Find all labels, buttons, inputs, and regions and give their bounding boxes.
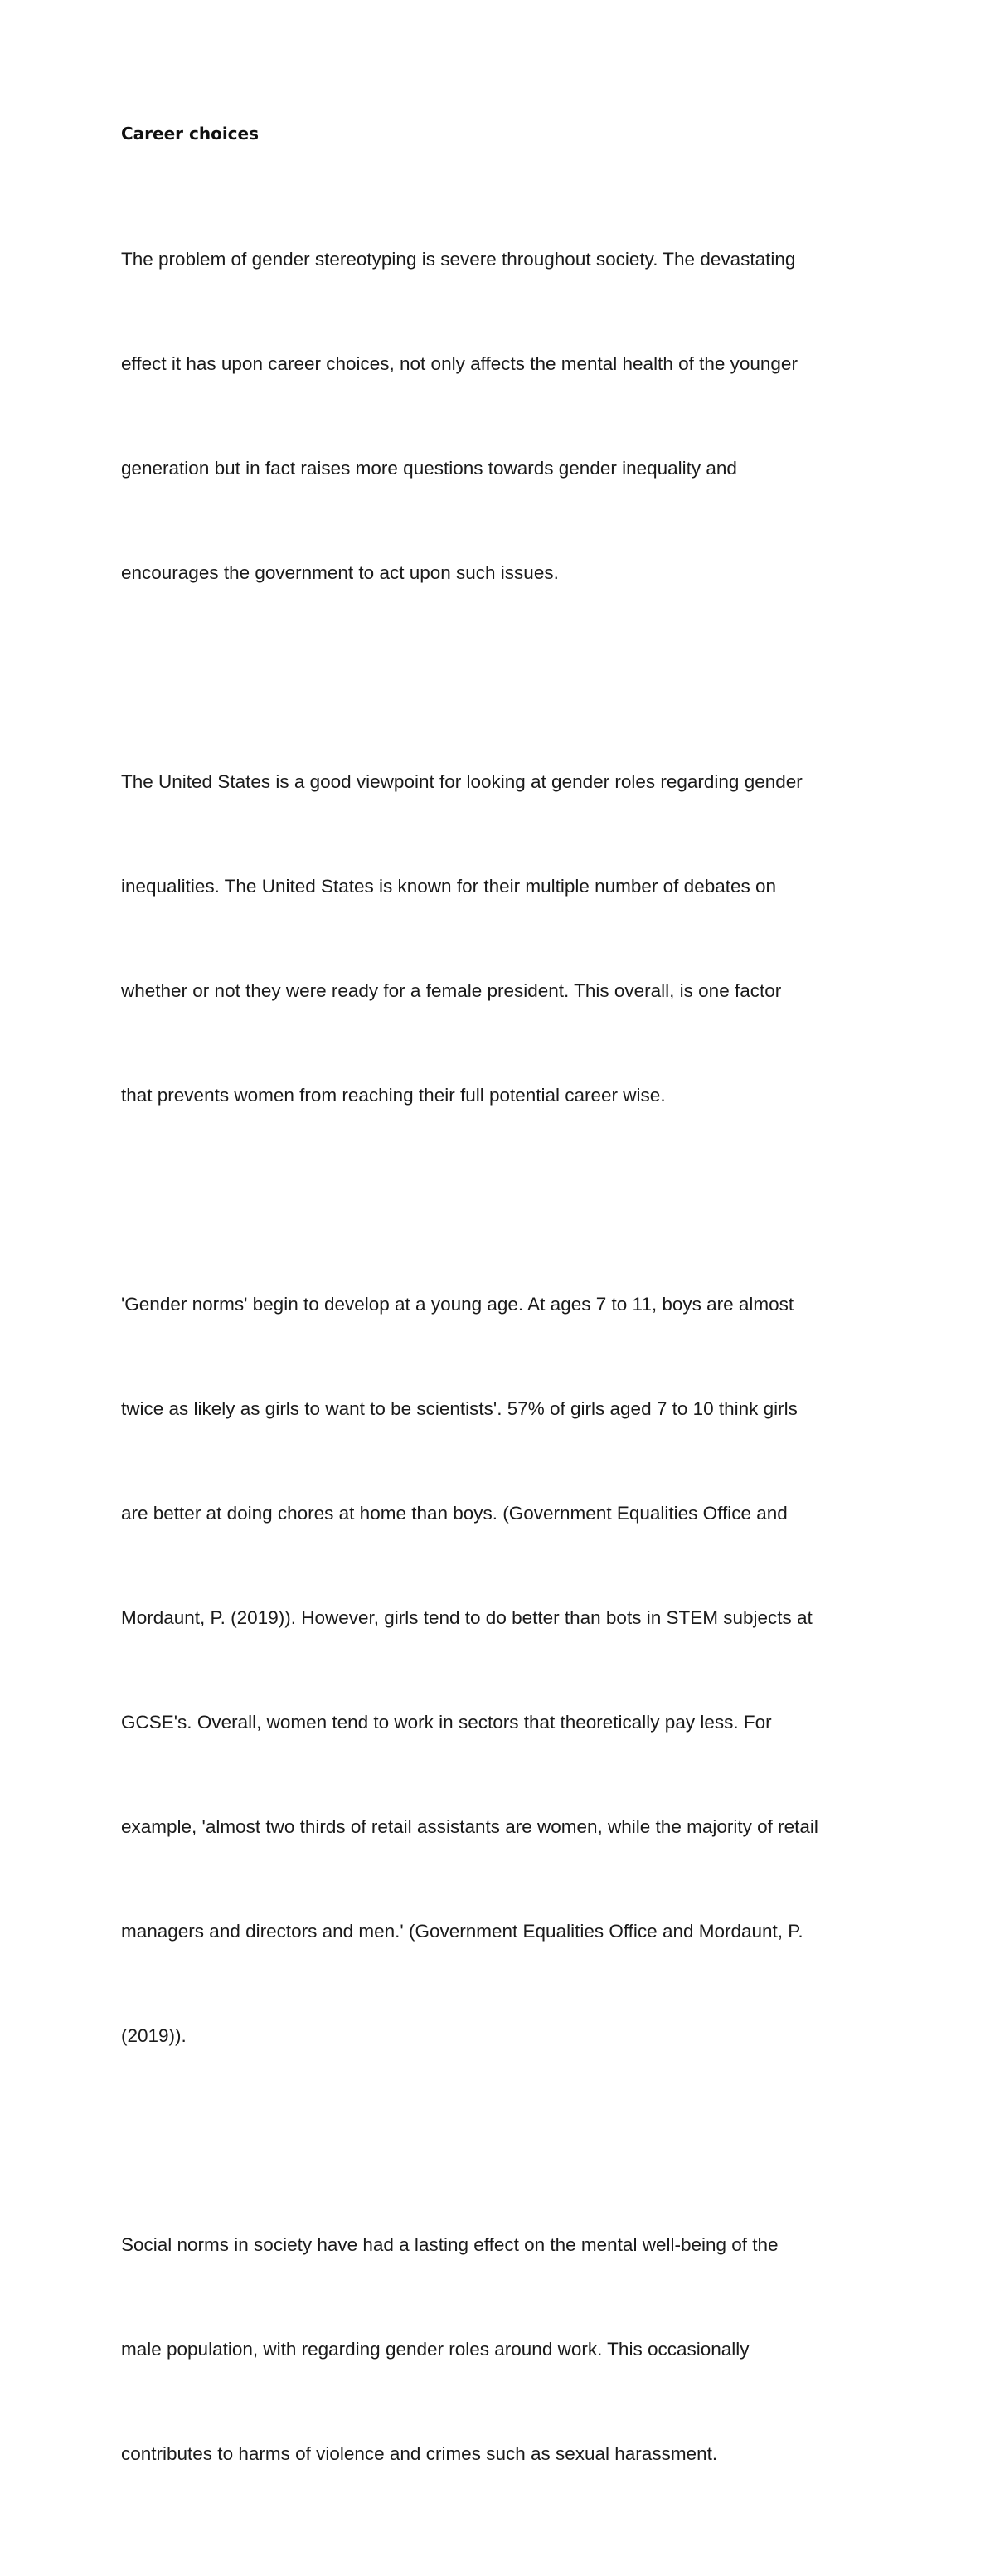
paragraph-2 — [121, 695, 892, 1183]
text-line: (2019)). — [121, 2025, 187, 2046]
text-line: Social norms in society have had a lasting effect on the mental well-being of the — [121, 2234, 779, 2255]
paragraph-3 — [121, 1218, 892, 2123]
text-line: contributes to harms of violence and crimes such as sexual harassment. — [121, 2443, 718, 2464]
text-line: twice as likely as girls to want to be scientists'. 57% of girls aged 7 to 10 think girls — [121, 1398, 798, 1419]
text-line: encourages the government to act upon such issues. — [121, 562, 559, 583]
paragraph-4 — [121, 2158, 892, 2541]
document-body — [121, 119, 892, 2576]
text-line: The United States is a good viewpoint for looking at gender roles regarding gender — [121, 771, 803, 792]
text-line: GCSE's. Overall, women tend to work in sectors that theoretically pay less. For — [121, 1712, 772, 1733]
text-line: are better at doing chores at home than boys. (Government Equalities Office and — [121, 1503, 788, 1524]
text-line: male population, with regarding gender roles around work. This occasionally — [121, 2339, 750, 2360]
text-line: The problem of gender stereotyping is severe throughout society. The devastating — [121, 249, 796, 270]
text-line: example, 'almost two thirds of retail assistants are women, while the majority of retail — [121, 1816, 818, 1837]
text-line: Mordaunt, P. (2019)). However, girls tend to do better than bots in STEM subjects at — [121, 1607, 813, 1628]
text-line: managers and directors and men.' (Government Equalities Office and Mordaunt, P. — [121, 1921, 803, 1942]
text-line: inequalities. The United States is known for their multiple number of debates on — [121, 876, 777, 897]
text-line: whether or not they were ready for a female president. This overall, is one factor — [121, 980, 782, 1001]
paragraph-1 — [121, 173, 892, 660]
text-line: generation but in fact raises more questions towards gender inequality and — [121, 458, 737, 479]
document-heading: Career choices — [121, 124, 260, 143]
text-line: effect it has upon career choices, not only affects the mental health of the younger — [121, 353, 798, 374]
text-line: that prevents women from reaching their full potential career wise. — [121, 1085, 666, 1106]
text-line: 'Gender norms' begin to develop at a young age. At ages 7 to 11, boys are almost — [121, 1294, 794, 1315]
